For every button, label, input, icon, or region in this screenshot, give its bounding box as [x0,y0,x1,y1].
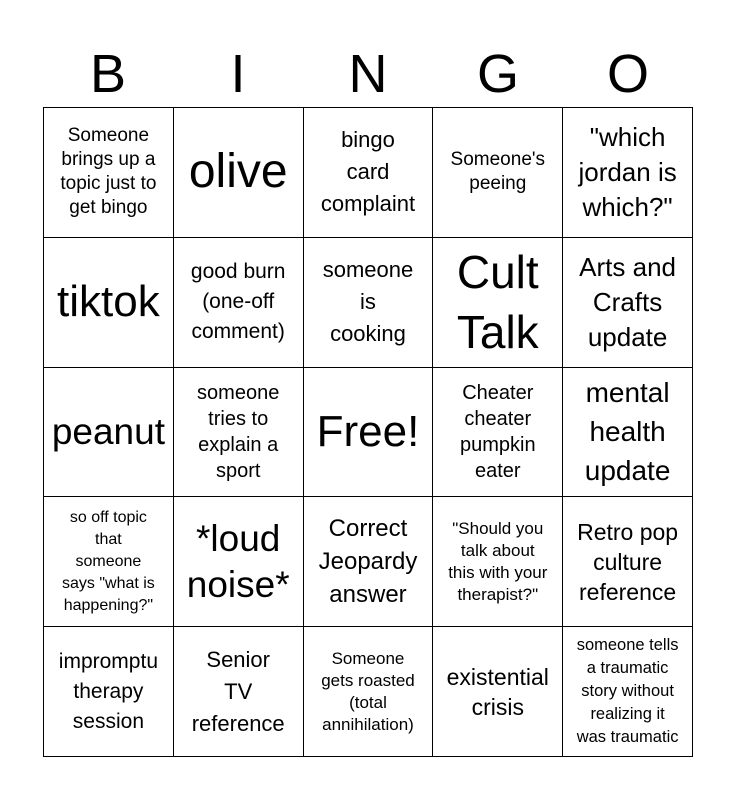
bingo-cell [44,238,174,368]
bingo-cell [563,108,693,238]
bingo-cell-text: peanut [51,410,165,452]
bingo-cell-text: Someone brings up a topic just to get bingo [60,125,157,219]
bingo-cell-text: mental health update [584,377,671,487]
bingo-cell [563,627,693,757]
bingo-cell-text: tiktok [57,277,160,327]
bingo-cell [563,238,693,368]
bingo-cell [433,108,563,238]
bingo-cell [563,497,693,627]
header-letter-o: O [606,44,649,104]
bingo-cell [563,368,693,498]
bingo-cell [174,368,304,498]
bingo-cell-text: Cheater cheater pumpkin eater [459,381,536,482]
bingo-cell [44,368,174,498]
bingo-cell-text: Correct Jeopardy answer [318,515,418,609]
bingo-cell-text: Arts and Crafts update [579,251,676,352]
bingo-cell-text: "which jordan is which?" [578,121,677,222]
bingo-cell [44,108,174,238]
bingo-cell-text: existential crisis [446,663,549,720]
bingo-cell-text: "Should you talk about this with your therapist?" [448,518,548,604]
bingo-cell [433,497,563,627]
bingo-cell-text: impromptu therapy session [58,649,158,733]
bingo-cell [304,108,434,238]
bingo-cell [433,368,563,498]
bingo-cell [433,238,563,368]
bingo-cell-text: Free! [316,406,420,456]
bingo-cell-text: Someone's peeing [450,149,546,195]
bingo-cell-text: olive [188,145,288,199]
bingo-cell [304,497,434,627]
bingo-cell-text: *loud noise* [186,517,290,605]
bingo-cell-text: so off topic that someone says "what is happening?" [61,508,155,614]
header-letter-g: G [476,44,519,104]
bingo-cell-text: bingo card complaint [320,127,416,217]
bingo-cell-text: Someone gets roasted (total annihilation) [321,648,415,734]
header-letter-b: B [89,44,127,104]
bingo-cell-text: someone tells a traumatic story without realizing it was traumatic [576,636,679,747]
header-letter-n: N [348,44,388,104]
bingo-cell [174,238,304,368]
bingo-cell-text: good burn (one-off comment) [190,260,286,344]
bingo-cell [304,238,434,368]
bingo-cell-text: Senior TV reference [191,646,285,736]
bingo-cell [433,627,563,757]
bingo-cell [174,627,304,757]
bingo-cell [304,368,434,498]
bingo-cell [44,627,174,757]
bingo-cell [304,627,434,757]
bingo-cell-text: Retro pop culture reference [577,518,679,605]
bingo-header [43,42,693,106]
bingo-cell-text: Cult Talk [456,246,539,359]
bingo-grid [43,107,693,757]
bingo-cell [44,497,174,627]
bingo-cell [174,108,304,238]
bingo-cell-text: someone is cooking [322,257,414,347]
header-letter-i: I [230,44,246,104]
bingo-cell [174,497,304,627]
bingo-cell-text: someone tries to explain a sport [197,381,280,482]
